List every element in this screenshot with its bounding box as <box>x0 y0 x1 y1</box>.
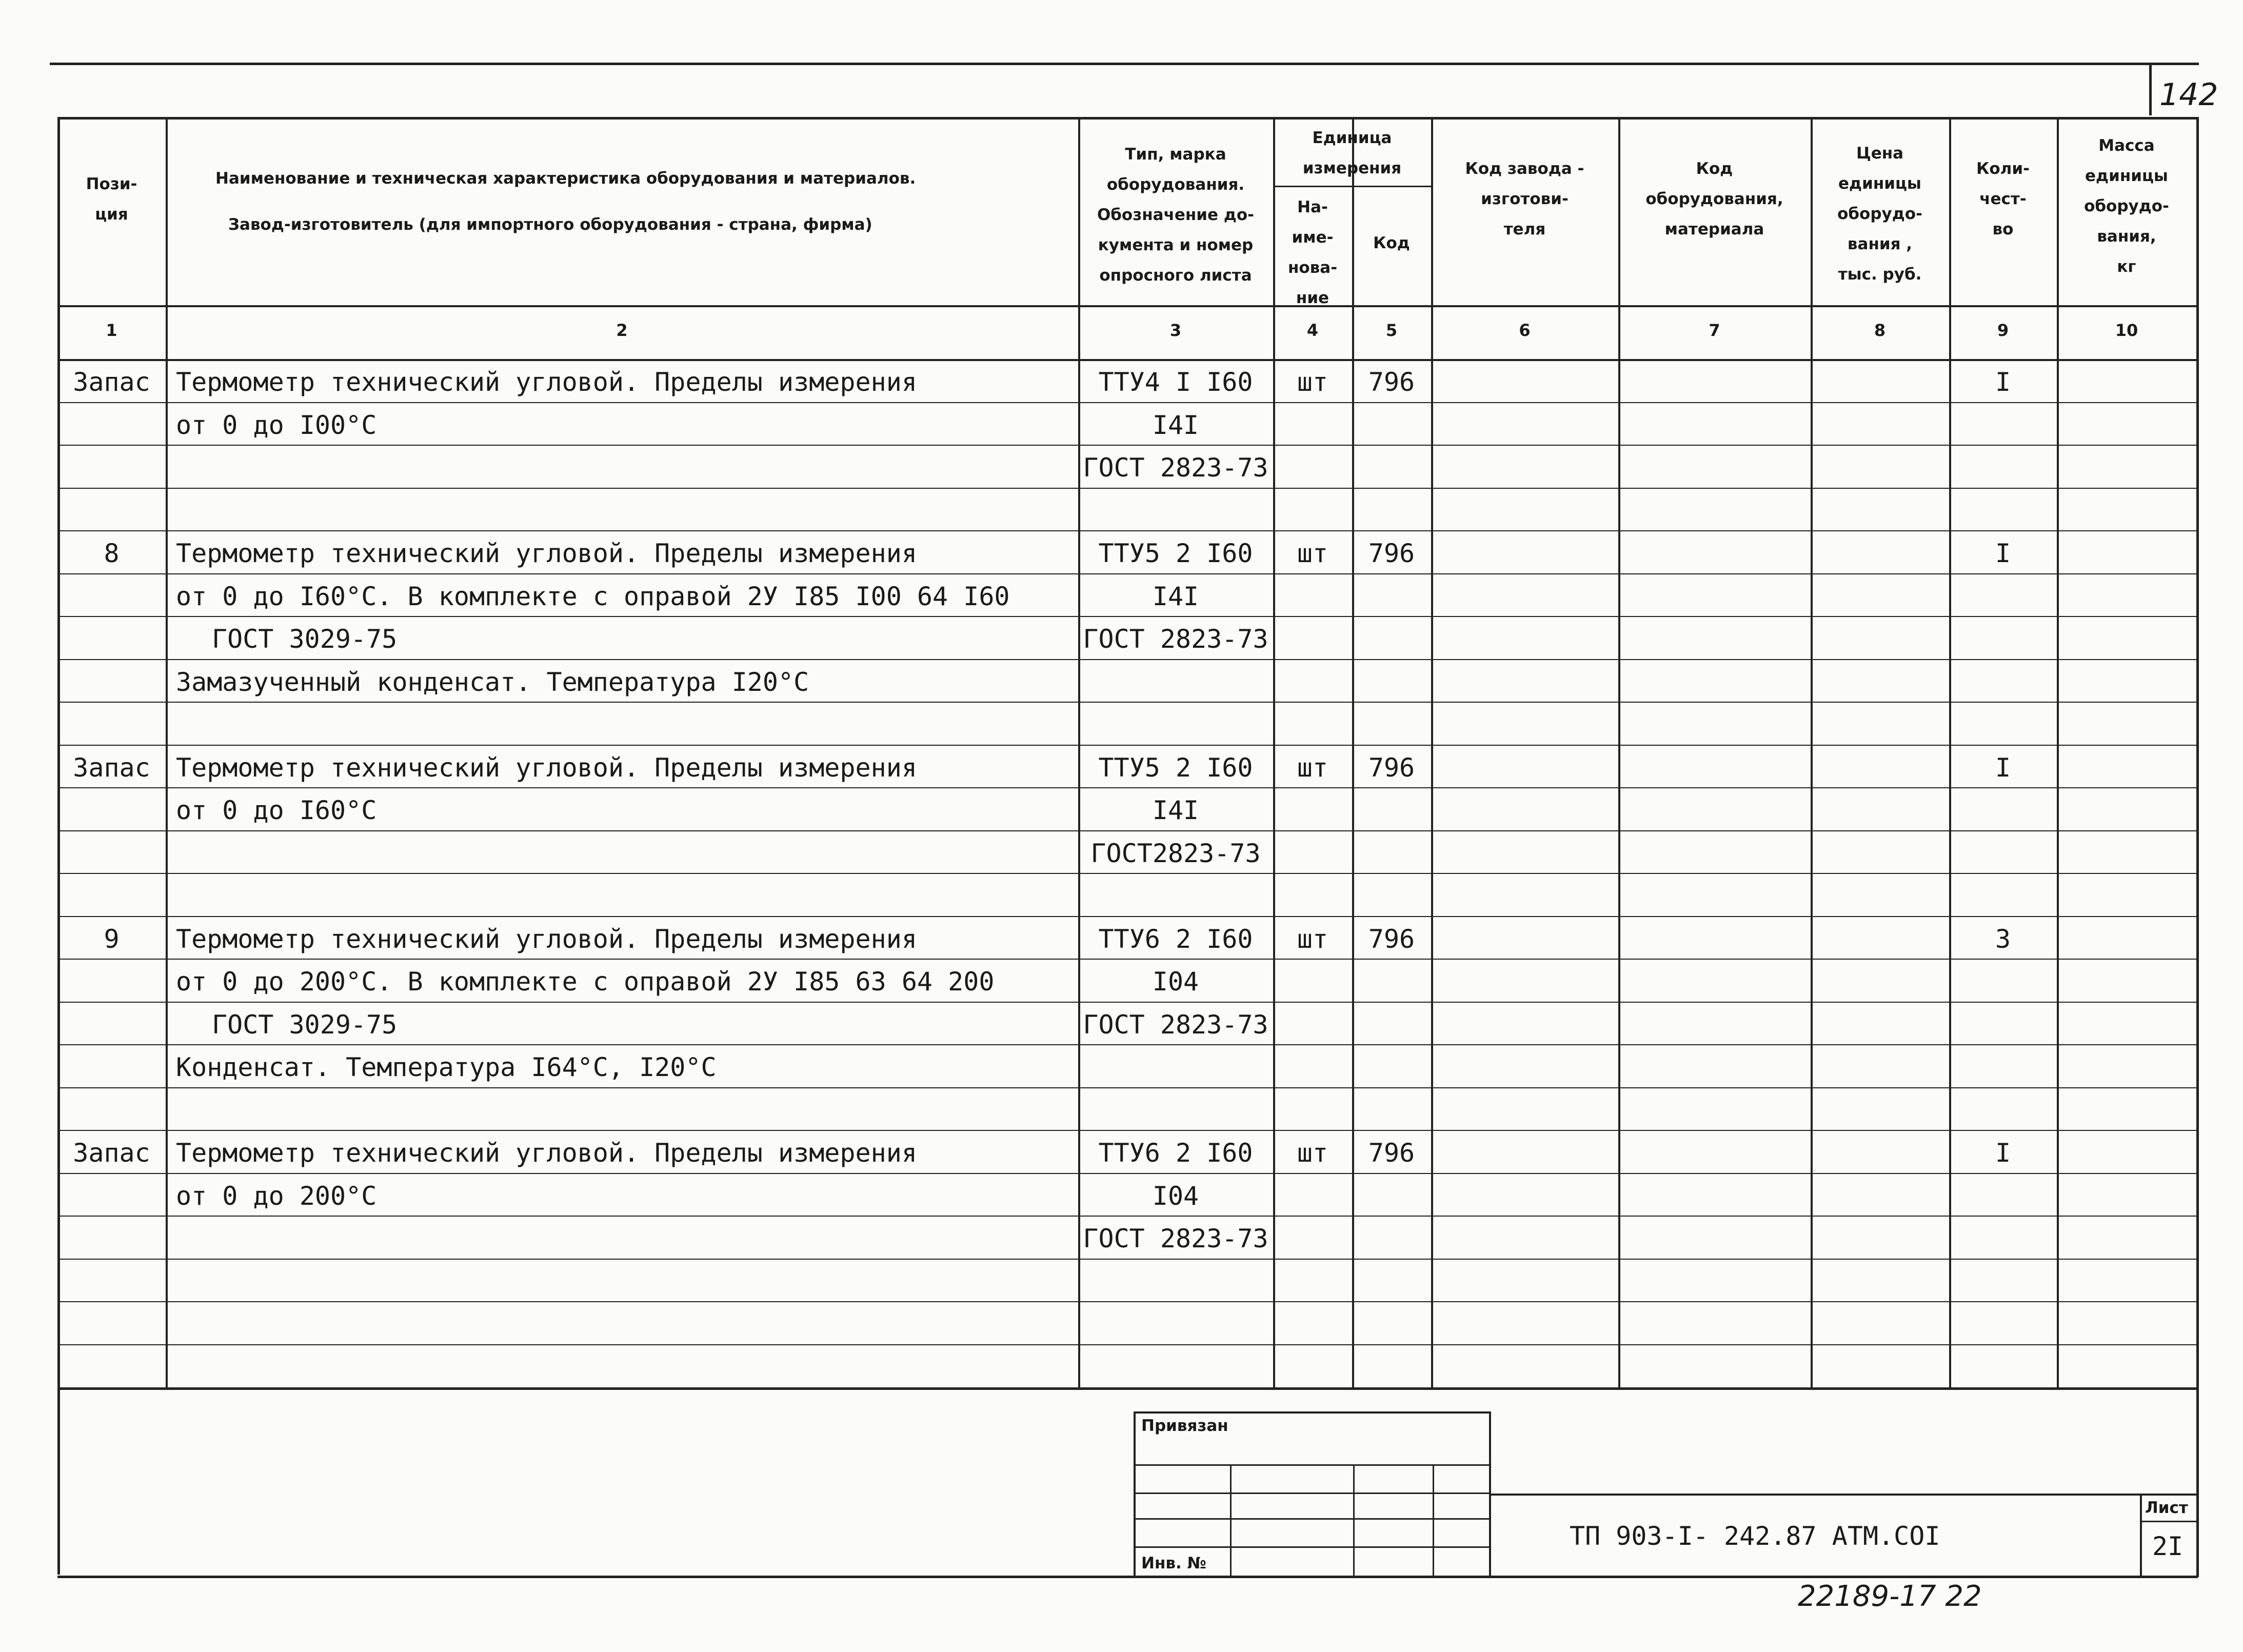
row-position: Запас <box>73 1138 150 1168</box>
sheet-label: Лист <box>2145 1499 2188 1517</box>
row-line <box>57 745 2196 746</box>
row-line <box>57 1259 2196 1260</box>
row-quantity: I <box>1995 752 2011 783</box>
stamp-line <box>1134 1464 1490 1466</box>
stamp-line <box>1134 1411 1490 1414</box>
row-name: ГОСТ 3029-75 <box>212 1009 398 1040</box>
header-name-line2: Завод-изготовитель (для импортного оборудования - страна, фирма) <box>228 215 872 234</box>
row-name: Термометр технический угловой. Пределы измерения <box>176 924 917 954</box>
table-top-border <box>57 117 2196 120</box>
column-separator <box>1618 117 1620 1387</box>
row-position: Запас <box>73 752 150 783</box>
row-type: ГОСТ2823-73 <box>1090 838 1261 868</box>
row-quantity: I <box>1995 539 2011 568</box>
sheet-number: 2I <box>2152 1531 2184 1561</box>
stamp-line <box>1134 1518 1490 1520</box>
unit-subheader-line <box>1273 186 1432 187</box>
header-unit-code: Код <box>1373 234 1410 252</box>
row-type: I4I <box>1152 581 1199 611</box>
column-separator <box>1949 117 1951 1387</box>
row-name: от 0 до 200°С <box>176 1181 377 1211</box>
row-type: ГОСТ 2823-73 <box>1083 624 1268 654</box>
header-position: Пози- ция <box>86 175 137 224</box>
header-quantity: Коли- чест- во <box>1976 160 2030 238</box>
column-numbers-bottom-line <box>57 359 2196 361</box>
column-number: 2 <box>616 321 628 340</box>
row-name: Конденсат. Температура I64°С, I20°С <box>176 1052 717 1082</box>
row-type: ТТУ5 2 I60 <box>1098 752 1253 783</box>
row-unit: шт <box>1297 752 1328 783</box>
row-line <box>57 616 2196 617</box>
inv-number-label: Инв. № <box>1141 1554 1206 1573</box>
header-factory-code: Код завода - изготови- теля <box>1465 160 1584 238</box>
header-price: Цена единицы оборудо- вания , тыс. руб. <box>1837 144 1922 284</box>
row-name: ГОСТ 3029-75 <box>212 624 398 654</box>
row-position: 8 <box>104 539 120 568</box>
handwritten-archive-number: 22189-17 22 <box>1798 1580 1982 1613</box>
header-unit-name: На- име- нова- ние <box>1287 198 1338 307</box>
table-right-border <box>2196 117 2199 1577</box>
row-unit-code: 796 <box>1368 539 1415 568</box>
column-number: 3 <box>1169 321 1182 340</box>
row-name: от 0 до I00°С <box>176 410 377 440</box>
header-mass: Масса единицы оборудо- вания, кг <box>2084 136 2169 276</box>
stamp-line <box>2140 1494 2142 1576</box>
row-name: Замазученный конденсат. Температура I20°С <box>176 667 809 697</box>
handwritten-page-number: 142 <box>2159 77 2218 113</box>
header-equipment-code: Код оборудования, материала <box>1645 160 1783 238</box>
row-line <box>57 402 2196 403</box>
row-type: I4I <box>1152 410 1199 440</box>
row-line <box>57 1216 2196 1217</box>
row-type: ТТУ4 I I60 <box>1098 367 1253 397</box>
stamp-line <box>1134 1546 1490 1548</box>
row-line <box>57 445 2196 446</box>
document-code: ТП 903-I- 242.87 АТМ.COI <box>1570 1521 1940 1551</box>
column-separator <box>2057 117 2059 1387</box>
row-quantity: I <box>1995 1138 2011 1168</box>
row-name: Термометр технический угловой. Пределы измерения <box>176 539 917 568</box>
row-type: ГОСТ 2823-73 <box>1083 1009 1268 1040</box>
row-unit-code: 796 <box>1368 367 1415 397</box>
row-quantity: I <box>1995 367 2011 397</box>
column-separator <box>1811 117 1813 1387</box>
column-number: 4 <box>1306 321 1319 340</box>
row-unit-code: 796 <box>1368 924 1415 954</box>
row-type: I04 <box>1152 967 1199 997</box>
column-separator <box>166 117 168 1387</box>
row-line <box>57 1044 2196 1045</box>
row-name: от 0 до 200°С. В комплекте с оправой 2У I85 63 64 200 <box>176 967 995 997</box>
row-position: Запас <box>73 367 150 397</box>
header-unit: Единица измерения <box>1302 129 1402 177</box>
header-name-line1: Наименование и техническая характеристика оборудования и материалов. <box>215 169 916 188</box>
row-line <box>57 916 2196 917</box>
column-separator <box>1431 117 1433 1387</box>
row-line <box>57 1087 2196 1088</box>
row-type: I04 <box>1152 1181 1199 1211</box>
row-position: 9 <box>104 924 120 954</box>
row-line <box>57 659 2196 660</box>
row-line <box>57 1002 2196 1003</box>
row-name: от 0 до I60°С <box>176 795 377 825</box>
row-unit: шт <box>1297 924 1328 954</box>
row-type: I4I <box>1152 795 1199 825</box>
column-separator <box>1352 117 1354 1387</box>
row-name: Термометр технический угловой. Пределы измерения <box>176 367 917 397</box>
row-name: Термометр технический угловой. Пределы измерения <box>176 1138 917 1168</box>
row-line <box>57 1301 2196 1302</box>
column-number: 8 <box>1874 321 1886 340</box>
stamp-line <box>1489 1494 2196 1496</box>
row-unit: шт <box>1297 539 1328 568</box>
page-bottom-border <box>57 1576 2198 1578</box>
row-type: ТТУ6 2 I60 <box>1098 924 1253 954</box>
row-line <box>57 873 2196 874</box>
stamp-line <box>1134 1411 1136 1577</box>
column-number: 7 <box>1709 321 1720 340</box>
header-bottom-line <box>57 305 2196 307</box>
row-type: ТТУ6 2 I60 <box>1098 1138 1253 1168</box>
row-line <box>57 787 2196 788</box>
row-unit: шт <box>1297 1138 1328 1168</box>
column-number: 9 <box>1997 321 2009 340</box>
stamp-line <box>1230 1464 1232 1577</box>
row-name: от 0 до I60°С. В комплекте с оправой 2У I85 I00 64 I60 <box>176 581 1010 611</box>
row-line <box>57 830 2196 831</box>
privyazan-label: Привязан <box>1141 1417 1228 1435</box>
row-type: ТТУ5 2 I60 <box>1098 539 1253 568</box>
row-unit-code: 796 <box>1368 752 1415 783</box>
column-number: 10 <box>2115 321 2138 340</box>
header-type: Тип, марка оборудования. Обозначение до- кумента и номер опросного листа <box>1097 145 1255 285</box>
row-line <box>57 1173 2196 1174</box>
stamp-line <box>2140 1521 2196 1522</box>
stamp-line <box>1353 1464 1355 1577</box>
row-line <box>57 1130 2196 1131</box>
row-name: Термометр технический угловой. Пределы измерения <box>176 752 917 783</box>
stamp-line <box>1134 1492 1490 1494</box>
row-unit-code: 796 <box>1368 1138 1415 1168</box>
row-line <box>57 959 2196 960</box>
stamp-line <box>1433 1464 1434 1577</box>
row-line <box>57 530 2196 531</box>
table-bottom-border <box>57 1387 2196 1390</box>
row-unit: шт <box>1297 367 1328 397</box>
row-line <box>57 573 2196 574</box>
row-type: ГОСТ 2823-73 <box>1083 453 1268 483</box>
row-line <box>57 488 2196 489</box>
row-type: ГОСТ 2823-73 <box>1083 1224 1268 1253</box>
column-number: 5 <box>1385 321 1398 340</box>
row-quantity: 3 <box>1995 924 2011 954</box>
column-number: 6 <box>1519 321 1531 340</box>
row-line <box>57 702 2196 703</box>
row-line <box>57 1344 2196 1345</box>
column-number: 1 <box>106 321 117 340</box>
